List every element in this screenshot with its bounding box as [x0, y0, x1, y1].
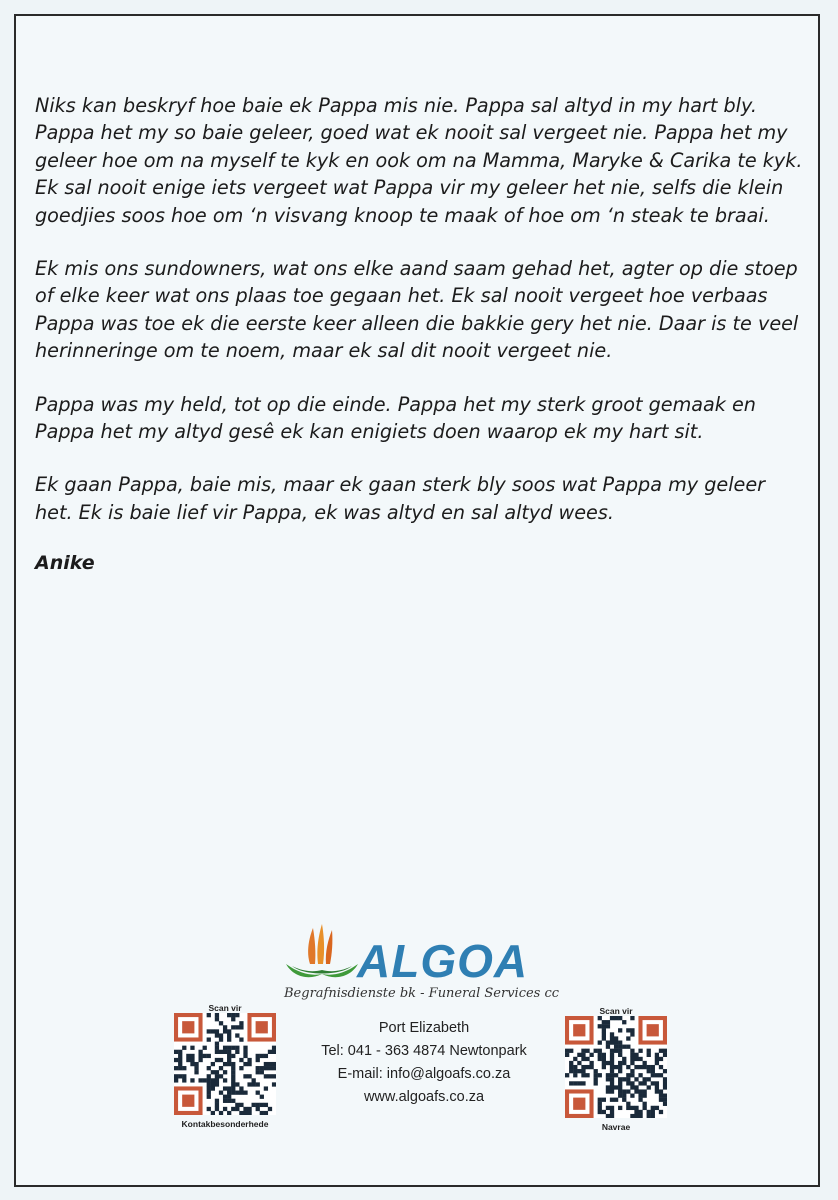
paragraph-2: Ek mis ons sundowners, wat ons elke aand saam gehad het, agter op die stoep of elke keer wat ons plaas toe gegaan het. Ek sal nooit vergeet hoe verbaas Pappa was toe ek die eerste keer alleen die bakkie gery het nie. Daar is te veel herinneringe om te noem, maar ek sal dit nooit vergeet nie.	[35, 257, 799, 363]
brand-name: ALGOA	[357, 935, 529, 987]
paragraph-3: Pappa was my held, tot op die einde. Pappa het my sterk groot gemaak en Pappa het my altyd gesê ek kan enigiets doen waarop ek my hart sit.	[35, 392, 756, 444]
paragraph-4: Ek gaan Pappa, baie mis, maar ek gaan sterk bly soos wat Pappa my geleer het. Ek is baie lief vir Pappa, ek was altyd en sal altyd wees.	[35, 473, 766, 524]
telephone: Tel: 041 - 363 4874 Newtonpark	[321, 1043, 527, 1059]
qr-code-contact-icon[interactable]	[174, 1013, 276, 1115]
city: Port Elizabeth	[378, 1020, 470, 1036]
qr-code-enquiries-icon[interactable]	[565, 1016, 667, 1118]
flame-lotus-icon	[282, 924, 362, 984]
qr-enquiries-top-caption: Scan vir	[599, 1006, 633, 1016]
algoa-logo	[282, 924, 582, 1016]
brand-tagline: Begrafnisdienste bk - Funeral Services cc	[284, 986, 560, 1001]
qr-contact-top-caption: Scan vir	[208, 1003, 242, 1013]
letter-body	[35, 92, 805, 578]
qr-contact-block	[170, 1003, 280, 1129]
qr-enquiries-block	[561, 1006, 671, 1132]
contact-details	[284, 1017, 564, 1109]
signature: Anike	[35, 552, 95, 575]
email: E-mail: info@algoafs.co.za	[337, 1066, 511, 1082]
qr-contact-bottom-caption: Kontakbesonderhede	[181, 1119, 269, 1129]
qr-enquiries-bottom-caption: Navrae	[601, 1122, 631, 1132]
paragraph-1: Niks kan beskryf hoe baie ek Pappa mis nie. Pappa sal altyd in my hart bly. Pappa het my so baie geleer, goed wat ek nooit sal vergeet nie. Pappa het my geleer hoe om na myself te kyk en ook om na Mamma, Maryke & Carika te kyk. Ek sal nooit enige iets vergeet wat Pappa vir my geleer het nie, selfs die klein goedjies soos hoe om ‘n visvang knoop te maak of hoe om ‘n steak te braai.	[35, 94, 803, 227]
website: www.algoafs.co.za	[363, 1089, 485, 1105]
